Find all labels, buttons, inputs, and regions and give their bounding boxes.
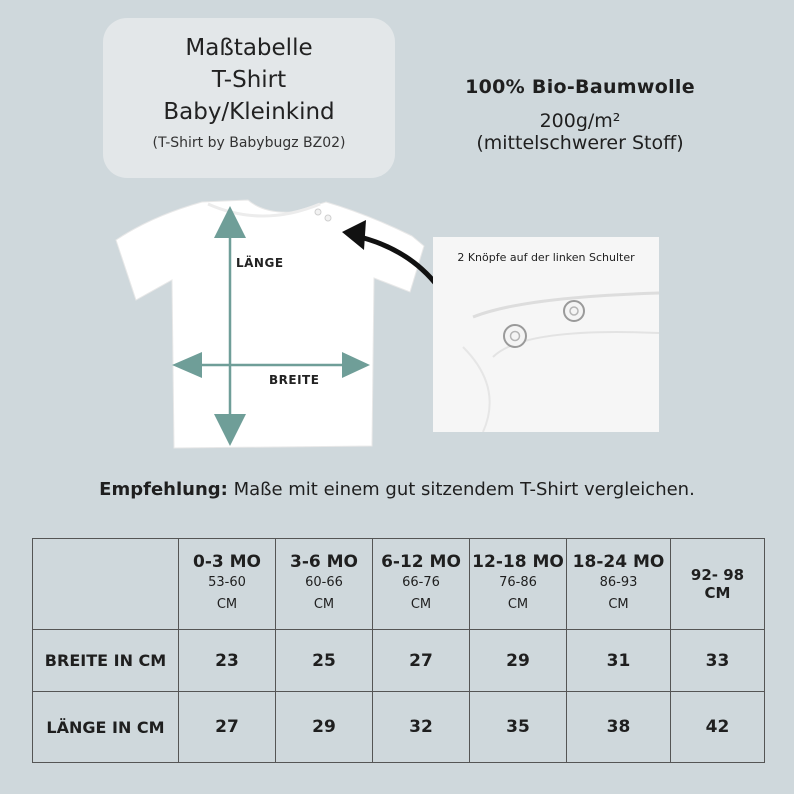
button-icon [315,209,321,215]
recommendation-label: Empfehlung: [99,479,228,500]
size-header: 92- 98 CM [671,539,765,630]
fabric-weight: 200g/m² [539,110,621,132]
table-cell: 32 [373,692,470,763]
table-cell: 23 [179,630,276,692]
table-cell: 27 [179,692,276,763]
snap-button-icon [564,301,584,321]
table-cell: 25 [276,630,373,692]
row-label: BREITE IN CM [33,630,179,692]
table-cell: 42 [671,692,765,763]
size-table [32,538,765,763]
title-line-3: Baby/Kleinkind [163,99,335,125]
size-header: 12-18 MO 76-86 CM [470,539,567,630]
button-icon [325,215,331,221]
size-header: 18-24 MO 86-93 CM [567,539,671,630]
table-cell: 27 [373,630,470,692]
fabric-weight-note: (mittelschwerer Stoff) [476,132,684,154]
title-line-2: T-Shirt [211,67,287,93]
table-header-row [33,539,765,630]
recommendation [80,476,714,503]
table-cell: 35 [470,692,567,763]
title-line-1: Maßtabelle [185,35,313,61]
shoulder-button-photo [433,237,659,432]
table-corner-cell [33,539,179,630]
title-subtitle: (T-Shirt by Babybugz BZ02) [152,135,346,151]
material-info [420,76,740,154]
width-label: BREITE [269,373,320,387]
table-cell: 29 [276,692,373,763]
length-label: LÄNGE [236,256,284,270]
table-cell: 29 [470,630,567,692]
title-box [103,18,395,178]
table-cell: 33 [671,630,765,692]
snap-button-icon [504,325,526,347]
recommendation-text: Maße mit einem gut sitzendem T-Shirt vergleichen. [233,479,695,500]
size-header: 6-12 MO 66-76 CM [373,539,470,630]
row-label: LÄNGE IN CM [33,692,179,763]
table-cell: 31 [567,630,671,692]
table-row [33,692,765,763]
table-row [33,630,765,692]
table-cell: 38 [567,692,671,763]
material-heading: 100% Bio-Baumwolle [465,76,695,98]
size-header: 3-6 MO 60-66 CM [276,539,373,630]
photo-caption: 2 Knöpfe auf der linken Schulter [457,251,635,264]
size-header: 0-3 MO 53-60 CM [179,539,276,630]
